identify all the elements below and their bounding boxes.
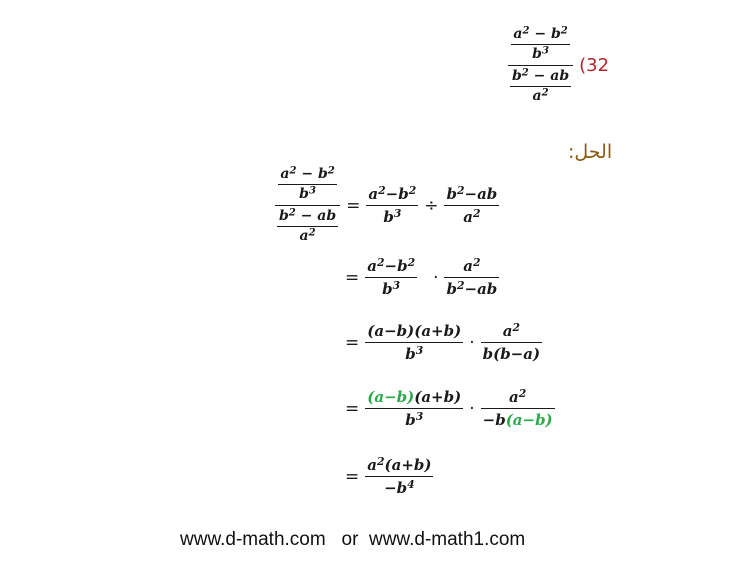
- step-4: [345, 387, 555, 430]
- step4-fraction-2: $\frac{a^2}{-b(a-b)}$: [482, 387, 553, 429]
- equals-sign: =: [345, 332, 360, 353]
- step1-fraction-1: $\frac{a^2-b^2}{b^3}$: [368, 184, 417, 226]
- problem-complex-fraction: $\frac{\frac{a^2 - b^2}{b^3}}{\frac{b^2 - ab}{a^2}}$: [508, 26, 573, 105]
- divide-sign: ÷: [424, 195, 439, 216]
- problem-32: [508, 26, 609, 105]
- step3-fraction-1: $\frac{(a-b)(a+b)}{b^3}$: [367, 322, 462, 363]
- step1-fraction-2: $\frac{b^2-ab}{a^2}$: [446, 184, 498, 226]
- step-2: [345, 256, 499, 299]
- step4-fraction-1: $\frac{(a-b)(a+b)}{b^3}$: [367, 388, 462, 429]
- step3-fraction-2: $\frac{a^2}{b(b-a)}$: [482, 321, 541, 363]
- step2-fraction-1: $\frac{a^2-b^2}{b^3}$: [367, 256, 416, 298]
- solution-label: الحل:: [568, 141, 613, 163]
- multiply-dot: ·: [433, 267, 439, 288]
- step-3: [345, 321, 542, 364]
- multiply-dot: ·: [469, 332, 475, 353]
- multiply-dot: ·: [469, 398, 475, 419]
- step-1: [275, 166, 499, 245]
- step1-complex-fraction: $\frac{\frac{a^2 - b^2}{b^3}}{\frac{b^2 - ab}{a^2}}$: [275, 166, 340, 245]
- problem-number: (32: [579, 55, 610, 76]
- equals-sign: =: [345, 466, 360, 487]
- footer-website: www.d-math.com or www.d-math1.com: [180, 529, 526, 550]
- step-5: [345, 455, 433, 498]
- equals-sign: =: [345, 267, 360, 288]
- equals-sign: =: [345, 398, 360, 419]
- step2-fraction-2: $\frac{a^2}{b^2-ab}$: [446, 256, 498, 298]
- equals-sign: =: [346, 195, 361, 216]
- step5-result-fraction: $\frac{a^2(a+b)}{-b^4}$: [367, 455, 432, 497]
